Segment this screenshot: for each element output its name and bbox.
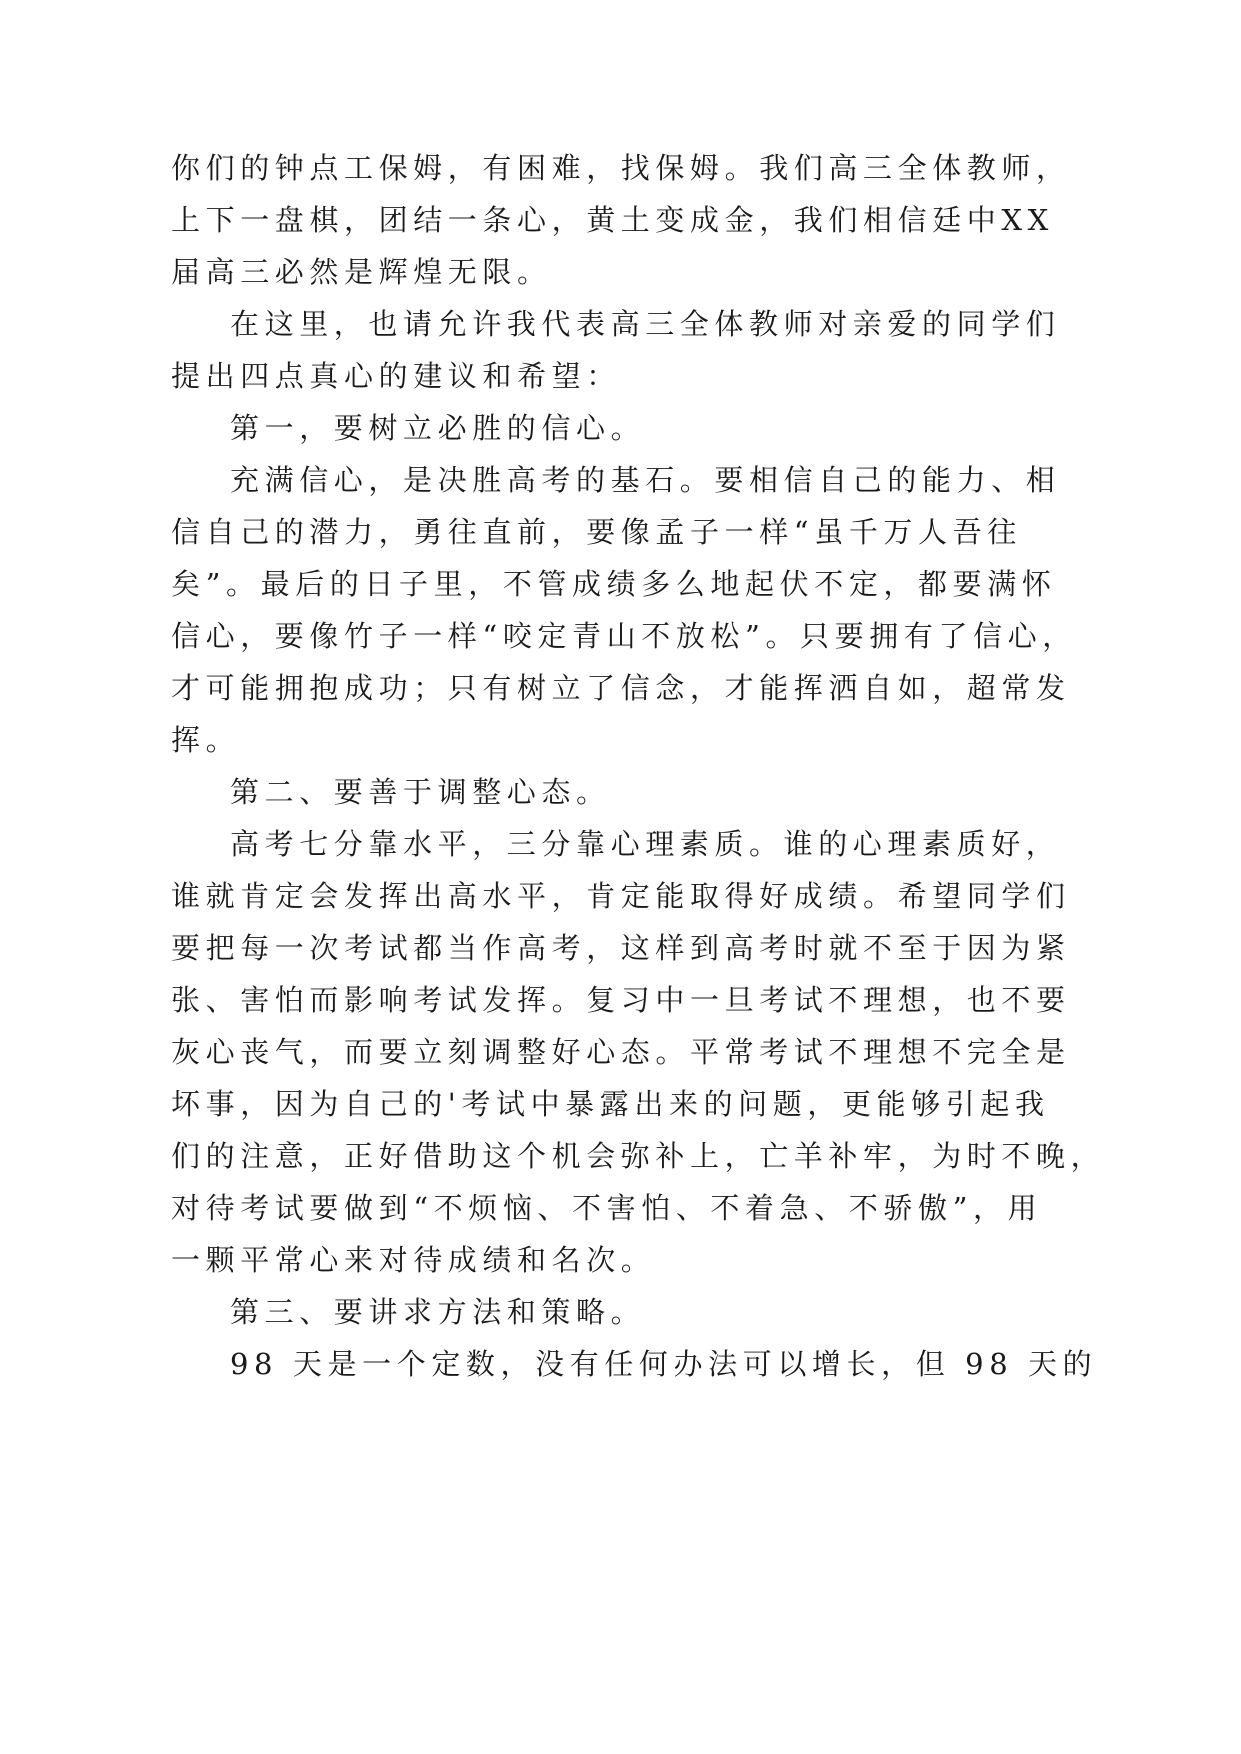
text-line: 才可能拥抱成功；只有树立了信念，才能挥洒自如，超常发 bbox=[171, 671, 1071, 705]
text-line: 届高三必然是辉煌无限。 bbox=[171, 255, 552, 289]
text-line: 上下一盘棋，团结一条心，黄土变成金，我们相信廷中XX bbox=[171, 203, 1054, 237]
text-line: 提出四点真心的建议和希望： bbox=[171, 359, 621, 393]
text-line: 矣”。最后的日子里，不管成绩多么地起伏不定，都要满怀 bbox=[171, 567, 1057, 601]
text-line: 们的注意，正好借助这个机会弥补上，亡羊补牢，为时不晚， bbox=[171, 1139, 1106, 1173]
text-line: 张、害怕而影响考试发挥。复习中一旦考试不理想，也不要 bbox=[171, 983, 1071, 1017]
text-line: 98 天是一个定数，没有任何办法可以增长，但 98 天的 bbox=[230, 1347, 1098, 1381]
text-line: 充满信心，是决胜高考的基石。要相信自己的能力、相 bbox=[230, 463, 1061, 497]
text-line: 坏事，因为自己的'考试中暴露出来的问题，更能够引起我 bbox=[171, 1087, 1050, 1121]
text-line: 在这里，也请允许我代表高三全体教师对亲爱的同学们 bbox=[230, 307, 1061, 341]
text-line: 谁就肯定会发挥出高水平，肯定能取得好成绩。希望同学们 bbox=[171, 879, 1071, 913]
text-line: 挥。 bbox=[171, 723, 241, 757]
text-line: 第三、要讲求方法和策略。 bbox=[230, 1295, 646, 1329]
text-line: 信自己的潜力，勇往直前，要像孟子一样“虽千万人吾往 bbox=[171, 515, 1022, 549]
text-line: 你们的钟点工保姆，有困难，找保姆。我们高三全体教师， bbox=[171, 151, 1071, 185]
text-line: 灰心丧气，而要立刻调整好心态。平常考试不理想不完全是 bbox=[171, 1035, 1071, 1069]
text-line: 高考七分靠水平，三分靠心理素质。谁的心理素质好， bbox=[230, 827, 1061, 861]
text-line: 对待考试要做到“不烦恼、不害怕、不着急、不骄傲”，用 bbox=[171, 1191, 1043, 1225]
text-line: 第二、要善于调整心态。 bbox=[230, 775, 611, 809]
text-line: 要把每一次考试都当作高考，这样到高考时就不至于因为紧 bbox=[171, 931, 1071, 965]
text-line: 一颗平常心来对待成绩和名次。 bbox=[171, 1243, 656, 1277]
text-line: 第一，要树立必胜的信心。 bbox=[230, 411, 646, 445]
text-line: 信心，要像竹子一样“咬定青山不放松”。只要拥有了信心， bbox=[171, 619, 1077, 653]
